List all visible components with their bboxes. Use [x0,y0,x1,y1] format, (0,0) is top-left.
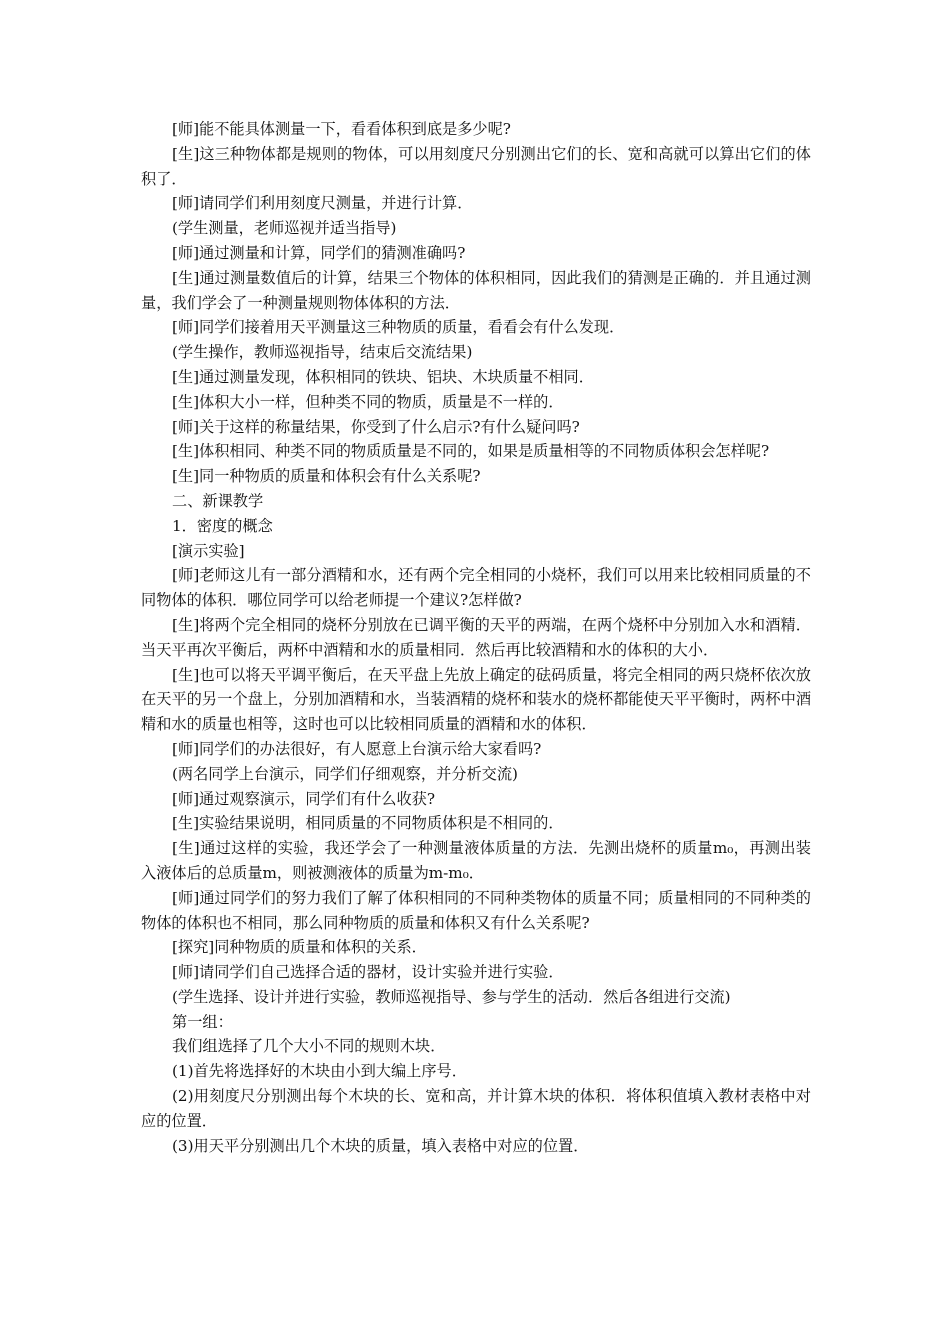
paragraph-28: (学生选择、设计并进行实验，教师巡视指导、参与学生的活动．然后各组进行交流) [172,987,731,1006]
paragraph-3: [师]请同学们利用刻度尺测量，并进行计算． [172,194,473,213]
paragraph-9: [生]通过测量发现，体积相同的铁块、铝块、木块质量不相同． [172,367,594,386]
document-page [141,117,811,1158]
paragraph-17: [师]老师这儿有一部分酒精和水，还有两个完全相同的小烧杯，我们可以用来比较相同质量的不同物体的体积．哪位同学可以给老师提一个建议?怎样做? [141,566,811,610]
list-item-1: (1)首先将选择好的木块由小到大编上序号． [172,1062,467,1081]
paragraph-22: [师]通过观察演示，同学们有什么收获? [172,789,435,808]
paragraph-10: [生]体积大小一样，但种类不同的物质，质量是不一样的． [172,392,564,411]
paragraph-12: [生]体积相同、种类不同的物质质量是不同的，如果是质量相等的不同物质体积会怎样呢? [172,442,770,461]
paragraph-20: [师]同学们的办法很好，有人愿意上台演示给大家看吗? [172,739,542,758]
paragraph-13: [生]同一种物质的质量和体积会有什么关系呢? [172,467,481,486]
paragraph-8: (学生操作，教师巡视指导，结束后交流结果) [172,343,473,362]
paragraph-29: 第一组： [172,1012,233,1031]
paragraph-2: [生]这三种物体都是规则的物体，可以用刻度尺分别测出它们的长、宽和高就可以算出它们的体积了． [141,144,811,188]
paragraph-11: [师]关于这样的称量结果，你受到了什么启示?有什么疑问吗? [172,417,580,436]
paragraph-23: [生]实验结果说明，相同质量的不同物质体积是不相同的． [172,814,564,833]
paragraph-19: [生]也可以将天平调平衡后，在天平盘上先放上确定的砝码质量，将完全相同的两只烧杯依次放在天平的另一个盘上，分别加酒精和水，当装酒精的烧杯和装水的烧杯都能使天平平衡时，两杯中酒精和水的质量也相等，这时也可以比较相同质量的酒精和水的体积． [141,665,811,734]
paragraph-24: [生]通过这样的实验，我还学会了一种测量液体质量的方法．先测出烧杯的质量m₀，再测出装入液体后的总质量m，则被测液体的质量为m-m₀． [141,839,811,882]
paragraph-5: [师]通过测量和计算，同学们的猜测准确吗? [172,243,466,262]
list-item-3: (3)用天平分别测出几个木块的质量，填入表格中对应的位置． [172,1136,589,1155]
paragraph-21: (两名同学上台演示，同学们仔细观察，并分析交流) [172,764,518,783]
list-item-2: (2)用刻度尺分别测出每个木块的长、宽和高，并计算木块的体积．将体积值填入教材表格中对应的位置． [141,1087,811,1130]
paragraph-27: [师]请同学们自己选择合适的器材，设计实验并进行实验． [172,963,564,982]
paragraph-4: (学生测量，老师巡视并适当指导) [172,219,397,238]
section-heading: 二、新课教学 [172,491,264,510]
paragraph-1: [师]能不能具体测量一下，看看体积到底是多少呢? [172,120,511,138]
subsection-heading: 1．密度的概念 [172,516,273,535]
paragraph-25: [师]通过同学们的努力我们了解了体积相同的不同种类物体的质量不同；质量相同的不同种类的物体的体积也不相同，那么同种物质的质量和体积又有什么关系呢? [141,888,811,932]
paragraph-18: [生]将两个完全相同的烧杯分别放在已调平衡的天平的两端，在两个烧杯中分别加入水和酒精．当天平再次平衡后，两杯中酒精和水的质量相同．然后再比较酒精和水的体积的大小． [141,615,811,659]
paragraph-30: 我们组选择了几个大小不同的规则木块． [172,1037,446,1056]
paragraph-7: [师]同学们接着用天平测量这三种物质的质量，看看会有什么发现． [172,318,625,337]
paragraph-6: [生]通过测量数值后的计算，结果三个物体的体积相同，因此我们的猜测是正确的．并且通过测量，我们学会了一种测量规则物体体积的方法． [141,268,811,312]
paragraph-26: [探究]同种物质的质量和体积的关系． [172,938,427,957]
paragraph-16: [演示实验] [172,541,245,560]
